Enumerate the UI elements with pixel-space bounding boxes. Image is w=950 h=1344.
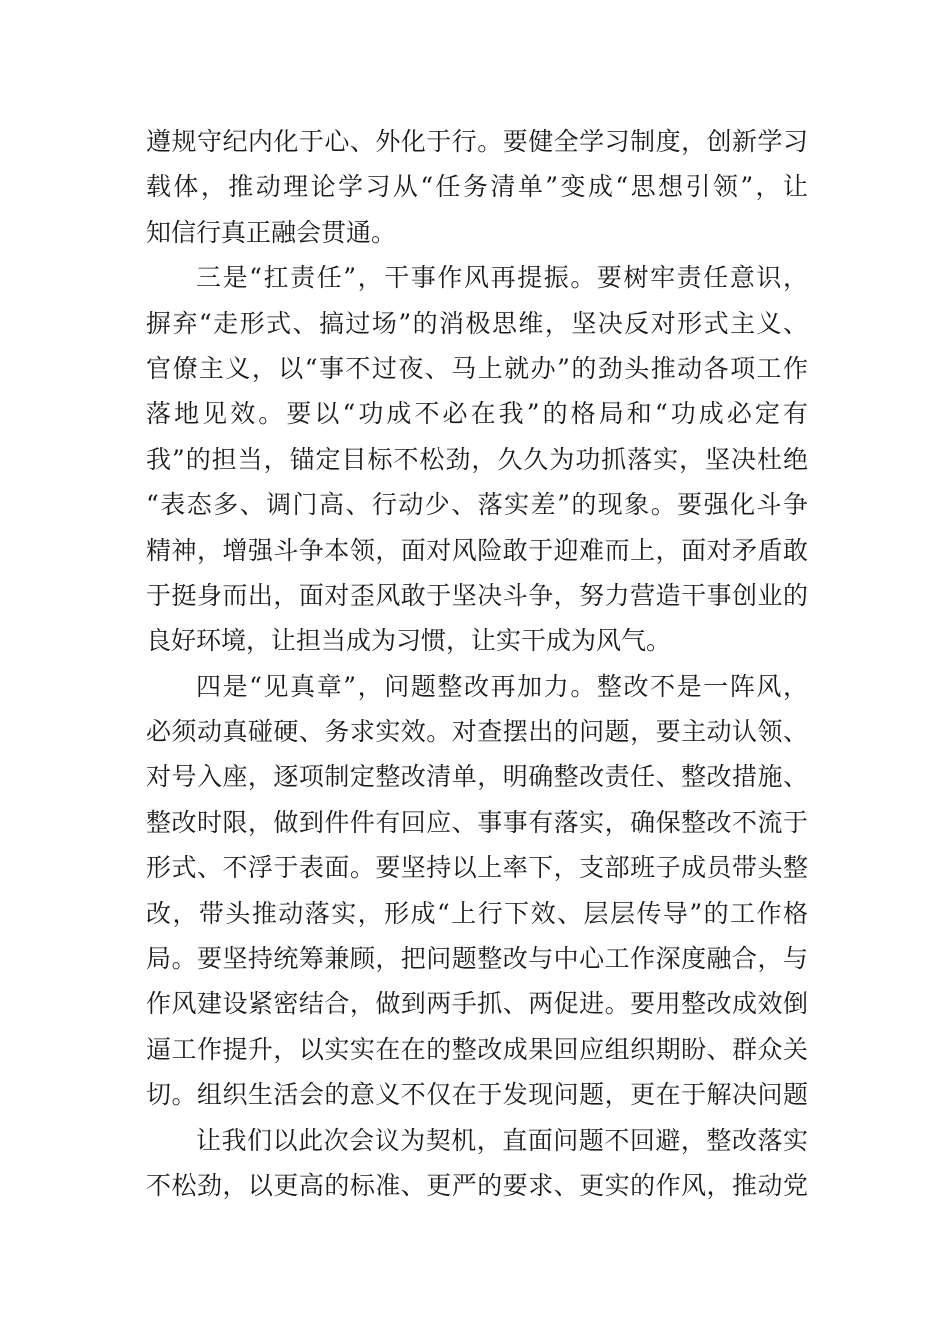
text-line: 遵规守纪内化于心、外化于行。要健全学习制度，创新学习 bbox=[146, 127, 808, 156]
text-line: 对号入座，逐项制定整改清单，明确整改责任、整改措施、 bbox=[146, 762, 808, 792]
text-line: 落地见效。要以“功成不必在我”的格局和“功成必定有 bbox=[146, 399, 808, 429]
paragraph-start-line: 三是“扛责任”，干事作风再提振。要树牢责任意识， bbox=[196, 263, 808, 293]
text-line: 精神，增强斗争本领，面对风险敢于迎难而上，面对矛盾敢 bbox=[146, 535, 808, 565]
text-line: 知信行真正融会贯通。 bbox=[146, 217, 397, 247]
text-line: 改，带头推动落实，形成“上行下效、层层传导”的工作格 bbox=[146, 898, 808, 928]
text-line: 载体，推动理论学习从“任务清单”变成“思想引领”，让 bbox=[146, 172, 808, 202]
text-line: 官僚主义，以“事不过夜、马上就办”的劲头推动各项工作 bbox=[146, 353, 808, 383]
paragraph-start-line: 四是“见真章”，问题整改再加力。整改不是一阵风， bbox=[196, 671, 808, 701]
text-line: 切。组织生活会的意义不仅在于发现问题，更在于解决问题 bbox=[146, 1080, 808, 1110]
text-line: 逼工作提升，以实实在在的整改成果回应组织期盼、群众关 bbox=[146, 1034, 808, 1064]
text-line: 作风建设紧密结合，做到两手抓、两促进。要用整改成效倒 bbox=[146, 989, 808, 1019]
text-line: 形式、不浮于表面。要坚持以上率下，支部班子成员带头整 bbox=[146, 853, 808, 883]
text-line: 整改时限，做到件件有回应、事事有落实，确保整改不流于 bbox=[146, 807, 808, 837]
text-line: 良好环境，让担当成为习惯，让实干成为风气。 bbox=[146, 626, 672, 656]
text-line: “表态多、调门高、行动少、落实差”的现象。要强化斗争 bbox=[146, 490, 808, 520]
text-line: 局。要坚持统筹兼顾，把问题整改与中心工作深度融合，与 bbox=[146, 944, 808, 974]
text-line: 必须动真碰硬、务求实效。对查摆出的问题，要主动认领、 bbox=[146, 717, 808, 747]
text-line: 摒弃“走形式、搞过场”的消极思维，坚决反对形式主义、 bbox=[146, 308, 808, 338]
text-line: 于挺身而出，面对歪风敢于坚决斗争，努力营造干事创业的 bbox=[146, 580, 808, 610]
body-text bbox=[146, 119, 808, 1208]
text-line: 我”的担当，锚定目标不松劲，久久为功抓落实，坚决杜绝 bbox=[146, 444, 808, 474]
paragraph-start-line: 让我们以此次会议为契机，直面问题不回避，整改落实 bbox=[196, 1125, 808, 1155]
text-line: 不松劲，以更高的标准、更严的要求、更实的作风，推动党 bbox=[146, 1170, 808, 1200]
